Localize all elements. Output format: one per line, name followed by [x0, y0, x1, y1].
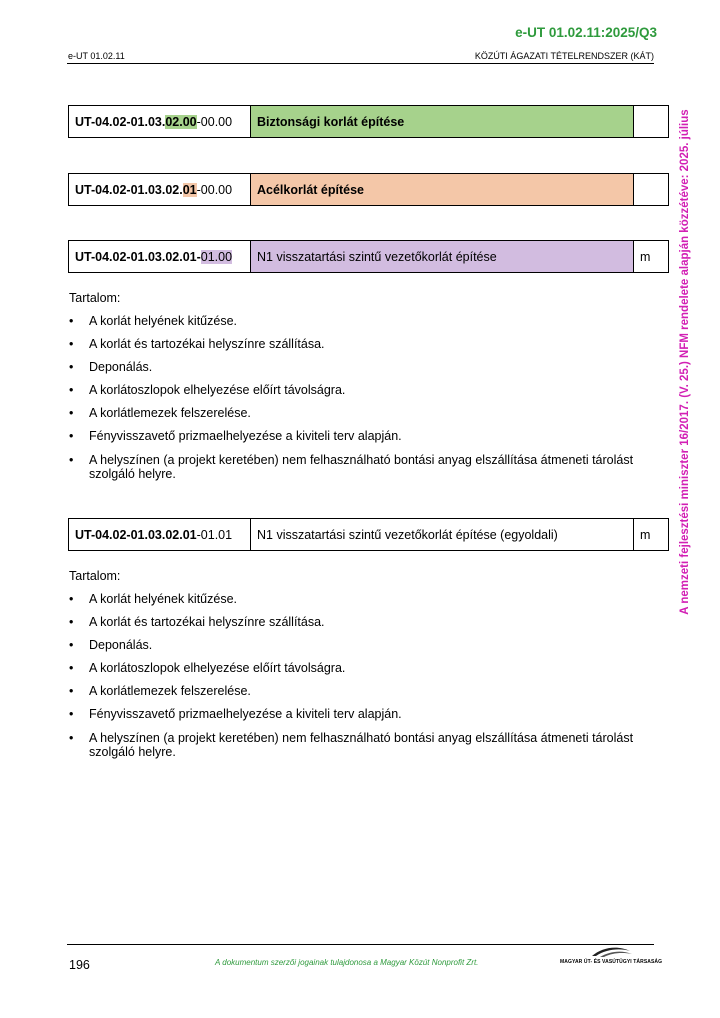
list-item: • Fényvisszavető prizmaelhelyezése a kiviteli terv alapján.	[69, 429, 402, 444]
item-title: Acélkorlát építése	[251, 174, 634, 205]
list-item: • A korlát és tartozékai helyszínre szállítása.	[69, 615, 325, 630]
list-item: • A korlátlemezek felszerelése.	[69, 406, 251, 421]
list-item: • A korlátoszlopok elhelyezése előírt távolságra.	[69, 661, 346, 676]
bullet-icon: •	[69, 661, 74, 676]
item-title: N1 visszatartási szintű vezetőkorlát építése (egyoldali)	[251, 519, 634, 550]
content-list	[69, 314, 639, 490]
side-publication-note-text: A nemzeti fejlesztési miniszter 16/2017. (V. 25.) NFM rendelete alapján közzétéve: 2025. július	[679, 109, 691, 615]
bullet-icon: •	[69, 429, 74, 444]
copyright-notice: A dokumentum szerzői jogainak tulajdonosa a Magyar Közút Nonprofit Zrt.	[215, 958, 479, 967]
content-list	[69, 592, 639, 768]
item-code-part: UT-04.02-01.03.02.	[75, 182, 183, 197]
bullet-icon: •	[69, 360, 74, 375]
item-title: N1 visszatartási szintű vezetőkorlát építése	[251, 241, 634, 272]
bullet-icon: •	[69, 383, 74, 398]
header-left-text: e-UT 01.02.11	[68, 51, 125, 61]
bullet-icon: •	[69, 615, 74, 630]
item-code-part: -01.01	[196, 527, 233, 542]
bullet-icon: •	[69, 406, 74, 421]
list-item: • Deponálás.	[69, 638, 153, 653]
list-item: • A korlátoszlopok elhelyezése előírt távolságra.	[69, 383, 346, 398]
list-item: • A helyszínen (a projekt keretében) nem felhasználható bontási anyag elszállítása átmeneti tárolást szolgáló helyre.	[69, 452, 634, 482]
list-item: • Fényvisszavető prizmaelhelyezése a kiviteli terv alapján.	[69, 707, 402, 722]
item-code	[69, 174, 251, 205]
content-label: Tartalom:	[69, 569, 121, 583]
header-rule	[67, 63, 654, 64]
item-code-highlight: 01	[182, 182, 197, 197]
logo-swoosh-icon	[560, 945, 655, 959]
item-unit	[634, 174, 668, 205]
list-item: • Deponálás.	[69, 360, 153, 375]
content-label: Tartalom:	[69, 291, 121, 305]
society-logo	[560, 945, 663, 969]
item-row-steel-barrier	[68, 173, 669, 206]
list-item: • A korlát helyének kitűzése.	[69, 314, 237, 328]
bullet-icon: •	[69, 592, 74, 606]
item-code-highlight: 02.00	[165, 114, 197, 129]
item-row-n1-guardrail	[68, 240, 669, 273]
item-row-safety-barrier	[68, 105, 669, 138]
bullet-icon: •	[69, 314, 74, 328]
item-code	[69, 106, 251, 137]
bullet-icon: •	[69, 707, 74, 722]
bullet-icon: •	[69, 452, 74, 467]
item-unit	[634, 106, 668, 137]
list-item: • A korlátlemezek felszerelése.	[69, 684, 251, 699]
item-code-highlight: 01.00	[200, 249, 233, 264]
item-code-part: UT-04.02-01.03.02.01	[75, 527, 197, 542]
item-unit: m	[640, 249, 651, 264]
item-title: Biztonsági korlát építése	[251, 106, 634, 137]
item-code-part: UT-04.02-01.03.	[75, 114, 166, 129]
list-item: • A korlát és tartozékai helyszínre szállítása.	[69, 337, 325, 352]
item-code-part: -00.00	[196, 182, 233, 197]
page-number: 196	[69, 958, 90, 972]
header-right-text: KÖZÚTI ÁGAZATI TÉTELRENDSZER (KÁT)	[474, 51, 654, 61]
logo-text: MAGYAR ÚT- ÉS VASÚTÜGYI TÁRSASÁG	[560, 959, 663, 965]
list-item: • A helyszínen (a projekt keretében) nem felhasználható bontási anyag elszállítása átmeneti tárolást szolgáló helyre.	[69, 730, 634, 760]
item-code-part: -00.00	[196, 114, 233, 129]
bullet-icon: •	[69, 730, 74, 745]
item-row-n1-guardrail-one-sided	[68, 518, 669, 551]
list-item: • A korlát helyének kitűzése.	[69, 592, 237, 606]
bullet-icon: •	[69, 684, 74, 699]
side-publication-note	[676, 96, 694, 628]
bullet-icon: •	[69, 337, 74, 352]
item-unit: m	[640, 527, 651, 542]
item-code	[69, 241, 251, 272]
item-code	[69, 519, 251, 550]
bullet-icon: •	[69, 638, 74, 653]
document-code: e-UT 01.02.11:2025/Q3	[515, 25, 657, 40]
item-code-part: UT-04.02-01.03.02.01-	[75, 249, 201, 264]
